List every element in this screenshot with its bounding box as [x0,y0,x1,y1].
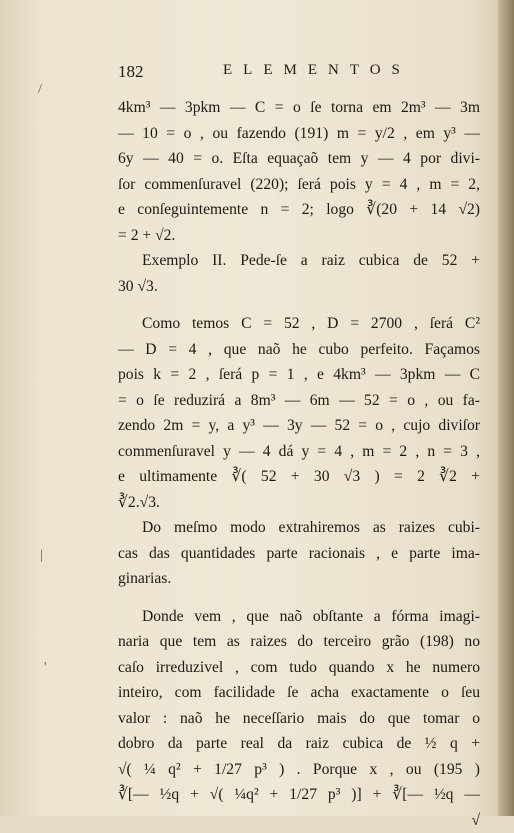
text-line: Do meſmo modo extrahiremos as raizes cubi- [118,515,480,541]
margin-mark: / [38,82,42,98]
text-line: Donde vem , que naõ obſtante a fórma imagi- [118,604,480,630]
text-line: 30 √3. [118,274,480,300]
running-title: ELEMENTOS [223,62,411,79]
text-line: inteiro, com facilidade ſe acha exactamente o ſeu [118,680,480,706]
text-line: 6y — 40 = o. Eſta equaçaõ tem y — 4 por divi- [118,146,480,172]
text-line: — 10 = o , ou fazendo (191) m = y/2 , em y³ — [118,121,480,147]
text-line: zendo 2m = y, a y³ — 3y — 52 = o , cujo diviſor [118,413,480,439]
text-line: naria que tem as raizes do terceiro grão (198) no [118,629,480,655]
text-line: = 2 + √2. [118,223,480,249]
text-line: √ [118,808,480,833]
text-line: ſor commenſuravel (220); ſerá pois y = 4 , m = 2, [118,172,480,198]
text-line: = o ſe reduzirá a 8m³ — 6m — 52 = o , ou fa- [118,388,480,414]
text-line: cas das quantidades parte racionais , e parte ima- [118,541,480,567]
text-line: ginarias. [118,566,480,592]
text-line: pois k = 2 , ſerá p = 1 , e 4km³ — 3pkm — C [118,362,480,388]
text-line: caſo irreduzivel , com tudo quando x he numero [118,655,480,681]
text-line: ∛2.√3. [118,490,480,516]
page-body [118,95,480,833]
text-line: commenſuravel y — 4 dá y = 4 , m = 2 , n = 3 , [118,439,480,465]
margin-mark: | [40,548,43,564]
margin-mark: ' [44,660,47,676]
text-line: 4km³ — 3pkm — C = o ſe torna em 2m³ — 3m [118,95,480,121]
text-line: ∛[— ½q + √( ¼q² + 1/27 p³ )] + ∛[— ½q — [118,782,480,808]
text-line: Como temos C = 52 , D = 2700 , ſerá C² [118,311,480,337]
text-line: — D = 4 , que naõ he cubo perfeito. Façamos [118,337,480,363]
text-line: e ultimamente ∛( 52 + 30 √3 ) = 2 ∛2 + [118,464,480,490]
text-line: valor : naõ he neceſſario mais do que tomar o [118,706,480,732]
page-number: 182 [118,62,144,82]
text-line: √( ¼ q² + 1/27 p³ ) . Porque x , ou (195 ) [118,757,480,783]
book-gutter [498,0,514,816]
text-line: dobro da parte real da raiz cubica de ½ q + [118,731,480,757]
page-header [118,62,478,86]
text-line: Exemplo II. Pede-ſe a raiz cubica de 52 + [118,248,480,274]
text-line: e conſeguintemente n = 2; logo ∛(20 + 14 √2) [118,197,480,223]
